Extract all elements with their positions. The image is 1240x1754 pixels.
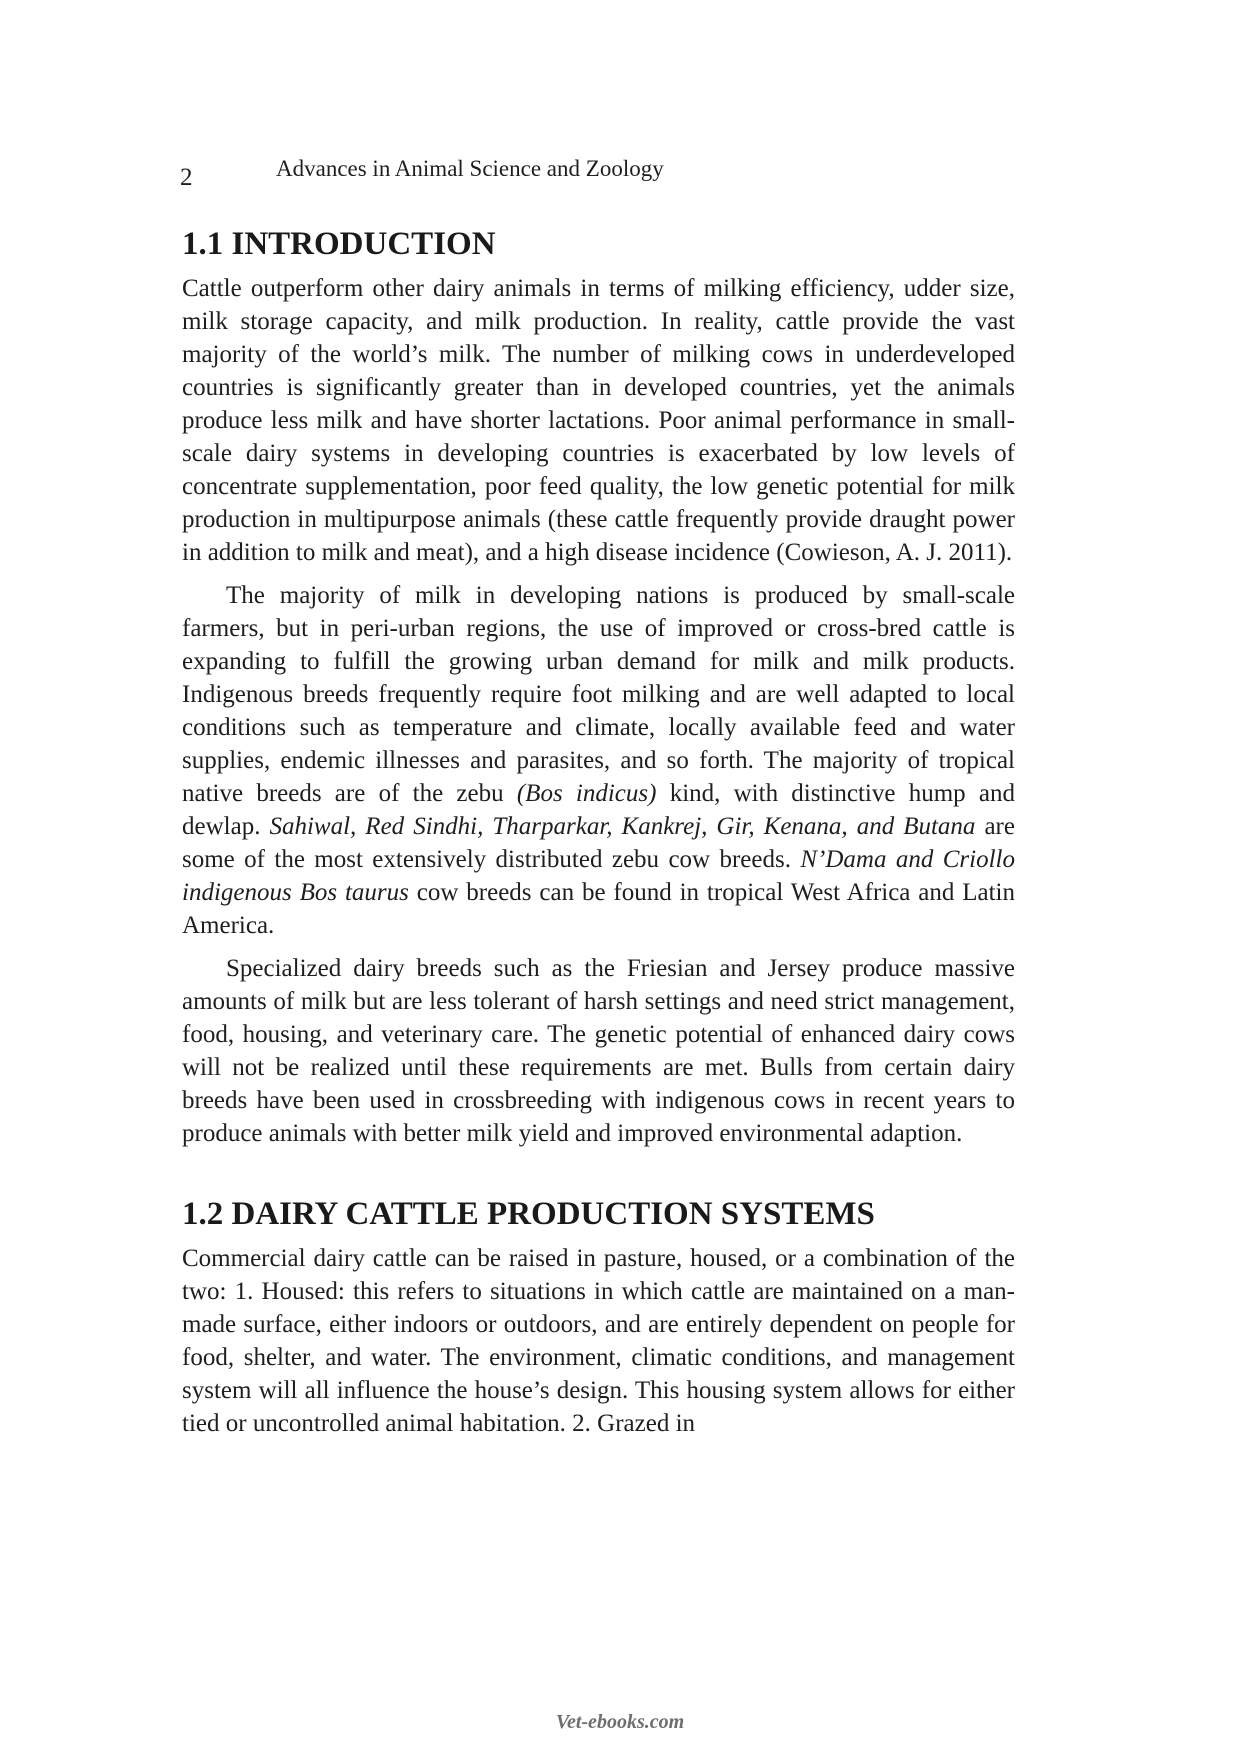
paragraph-intro-1: Cattle outperform other dairy animals in terms of milking efficiency, udder size, milk storage capacity, and milk production. In reality, cattle provide the vast majority of the world’s milk. The number of milking cows in underdeveloped countries is significantly greater than in developed countries, yet the animals produce less milk and have shorter lactations. Poor animal performance in small-scale dairy systems in developing countries is exacerbated by low levels of concentrate supplementation, poor feed quality, the low genetic potential for milk production in multipurpose animals (these cattle frequently provide draught power in addition to milk and meat), and a high disease incidence (Cowieson, A. J. 2011). — [182, 274, 1015, 566]
main-content — [182, 226, 1015, 1450]
paragraph-production-systems-1: Commercial dairy cattle can be raised in pasture, housed, or a combination of the two: 1. Housed: this refers to situations in which cattle are maintained on a man-made surface, either indoors or outdoors, and are entirely dependent on people for food, shelter, and water. The environment, climatic conditions, and management system will all influence the house’s design. This housing system allows for either tied or uncontrolled animal habitation. 2. Grazed in — [182, 1244, 1015, 1437]
text-span: are some of the most extensively distributed zebu cow breeds. — [182, 812, 1015, 873]
italic-text-span: N’Dama and Criollo indigenous Bos taurus — [182, 845, 1015, 906]
paragraph-intro-2 — [182, 579, 1015, 942]
running-header — [180, 157, 1060, 197]
section-heading-introduction: 1.1 INTRODUCTION — [182, 226, 496, 262]
watermark-logo — [525, 1706, 715, 1736]
page-number: 2 — [180, 164, 193, 191]
site-watermark — [0, 1706, 1240, 1741]
italic-text-span: Sahiwal, Red Sindhi, Tharparkar, Kankrej, Gir, Kenana, and Butana — [269, 812, 976, 840]
italic-text-span: (Bos indicus) — [516, 779, 657, 807]
watermark-text: Vet-ebooks.com — [555, 1711, 685, 1733]
text-span: kind, with distinctive hump and dewlap. — [182, 779, 1015, 840]
paragraph-intro-3: Specialized dairy breeds such as the Friesian and Jersey produce massive amounts of milk but are less tolerant of harsh settings and need strict management, food, housing, and veterinary care. The genetic potential of enhanced dairy cows will not be realized until these requirements are met. Bulls from certain dairy breeds have been used in crossbreeding with indigenous cows in recent years to produce animals with better milk yield and improved environmental adaption. — [182, 954, 1015, 1147]
text-span: cow breeds can be found in tropical West Africa and Latin America. — [182, 878, 1016, 939]
running-title: Advances in Animal Science and Zoology — [276, 156, 664, 181]
section-heading-dairy-cattle-production-systems: 1.2 DAIRY CATTLE PRODUCTION SYSTEMS — [182, 1195, 875, 1232]
text-span: The majority of milk in developing nations is produced by small-scale farmers, but in peri-urban regions, the use of improved or cross-bred cattle is expanding to fulfill the growing urban demand for milk and milk products. Indigenous breeds frequently require foot milking and are well adapted to local conditions such as temperature and climate, locally available feed and water supplies, endemic illnesses and parasites, and so forth. The majority of tropical native breeds are of the zebu — [182, 581, 1015, 807]
